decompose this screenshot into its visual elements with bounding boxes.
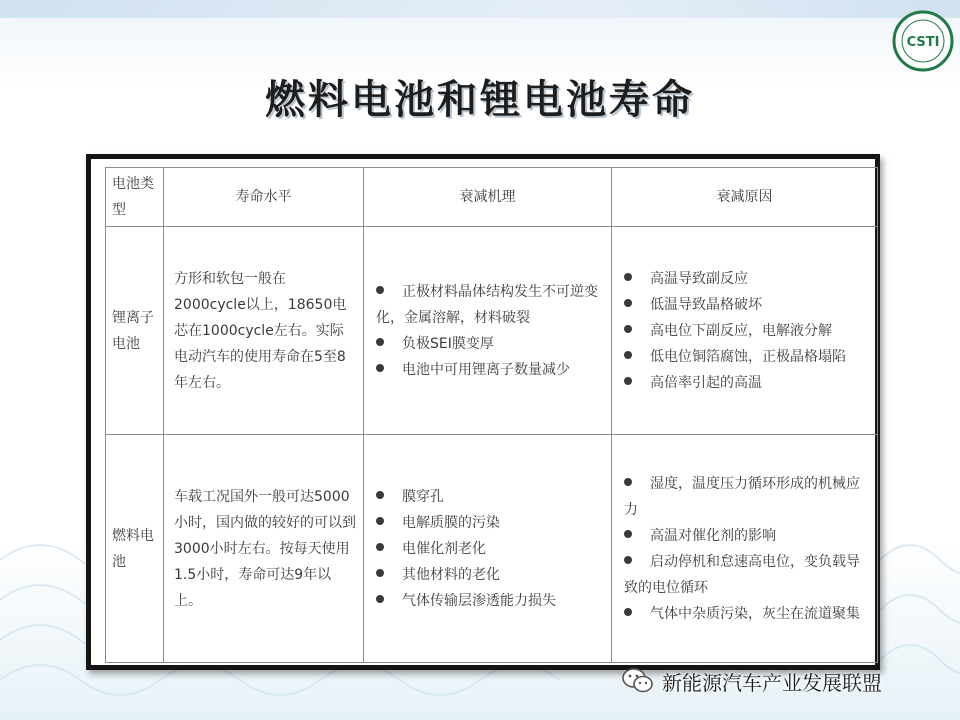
- slide-title: 燃料电池和锂电池寿命: [265, 76, 695, 123]
- list-item: [376, 536, 601, 562]
- bullet-icon: [376, 364, 384, 372]
- cell-mechanism: [364, 435, 612, 663]
- wechat-icon: [622, 667, 654, 695]
- list-item-text: 正极材料晶体结构发生不可逆变化，金属溶解，材料破裂: [376, 283, 598, 326]
- header-mechanism: 衰减机理: [364, 168, 612, 227]
- table-frame: [86, 154, 880, 670]
- list-item: [624, 523, 867, 549]
- list-item: [624, 266, 867, 292]
- cell-battery-type: 锂离子电池: [106, 227, 164, 435]
- bullet-icon: [624, 608, 632, 616]
- cell-life: 车载工况国外一般可达5000小时，国内做的较好的可以到3000小时左右。按每天使用1.5小时，寿命可达9年以上。: [164, 435, 364, 663]
- header-cause: 衰减原因: [612, 168, 878, 227]
- list-item-text: 气体中杂质污染，灰尘在流道聚集: [650, 605, 860, 622]
- list-item: [376, 279, 601, 331]
- bullet-icon: [376, 338, 384, 346]
- list-item-text: 启动停机和怠速高电位，变负载导致的电位循环: [624, 553, 860, 596]
- cell-cause: [612, 227, 878, 435]
- list-item-text: 湿度，温度压力循环形成的机械应力: [624, 475, 860, 518]
- bullet-icon: [624, 351, 632, 359]
- cell-battery-type: 燃料电池: [106, 435, 164, 663]
- list-item: [624, 471, 867, 523]
- bullet-icon: [376, 595, 384, 603]
- list-item-text: 高电位下副反应，电解液分解: [650, 322, 832, 339]
- bullet-icon: [624, 299, 632, 307]
- bullet-icon: [624, 530, 632, 538]
- bullet-icon: [624, 325, 632, 333]
- table-header-row: [106, 168, 878, 227]
- list-item: [624, 292, 867, 318]
- list-item: [376, 588, 601, 614]
- list-item: [376, 510, 601, 536]
- csti-logo: [892, 10, 954, 72]
- cell-cause: [612, 435, 878, 663]
- list-item-text: 气体传输层渗透能力损失: [402, 592, 556, 609]
- bullet-icon: [376, 491, 384, 499]
- table-row: [106, 435, 878, 663]
- watermark-text: 新能源汽车产业发展联盟: [662, 670, 882, 695]
- bullet-icon: [376, 286, 384, 294]
- bullet-icon: [624, 377, 632, 385]
- list-item-text: 低温导致晶格破坏: [650, 296, 762, 313]
- list-item-text: 高倍率引起的高温: [650, 374, 762, 391]
- svg-text:CSTI: CSTI: [906, 35, 940, 50]
- list-item: [376, 357, 601, 383]
- watermark: [622, 664, 882, 698]
- list-item-text: 低电位铜箔腐蚀，正极晶格塌陷: [650, 348, 846, 365]
- list-item-text: 电解质膜的污染: [402, 514, 500, 531]
- bullet-icon: [624, 273, 632, 281]
- list-item: [376, 484, 601, 510]
- list-item: [624, 318, 867, 344]
- comparison-table: [105, 167, 878, 663]
- bullet-icon: [376, 543, 384, 551]
- bullet-icon: [624, 478, 632, 486]
- list-item-text: 电池中可用锂离子数量减少: [402, 361, 570, 378]
- list-item-text: 高温对催化剂的影响: [650, 527, 776, 544]
- header-life: 寿命水平: [164, 168, 364, 227]
- list-item: [624, 549, 867, 601]
- cell-life: 方形和软包一般在2000cycle以上，18650电芯在1000cycle左右。实际电动汽车的使用寿命在5至8年左右。: [164, 227, 364, 435]
- header-battery-type: 电池类型: [106, 168, 164, 227]
- list-item-text: 高温导致副反应: [650, 270, 748, 287]
- bullet-icon: [376, 517, 384, 525]
- list-item: [376, 562, 601, 588]
- list-item-text: 其他材料的老化: [402, 566, 500, 583]
- list-item-text: 膜穿孔: [402, 488, 444, 505]
- table-row: [106, 227, 878, 435]
- list-item: [624, 601, 867, 627]
- bullet-icon: [376, 569, 384, 577]
- list-item: [624, 370, 867, 396]
- list-item-text: 电催化剂老化: [402, 540, 486, 557]
- cell-mechanism: [364, 227, 612, 435]
- list-item-text: 负极SEI膜变厚: [402, 335, 494, 352]
- list-item: [376, 331, 601, 357]
- bullet-icon: [624, 556, 632, 564]
- list-item: [624, 344, 867, 370]
